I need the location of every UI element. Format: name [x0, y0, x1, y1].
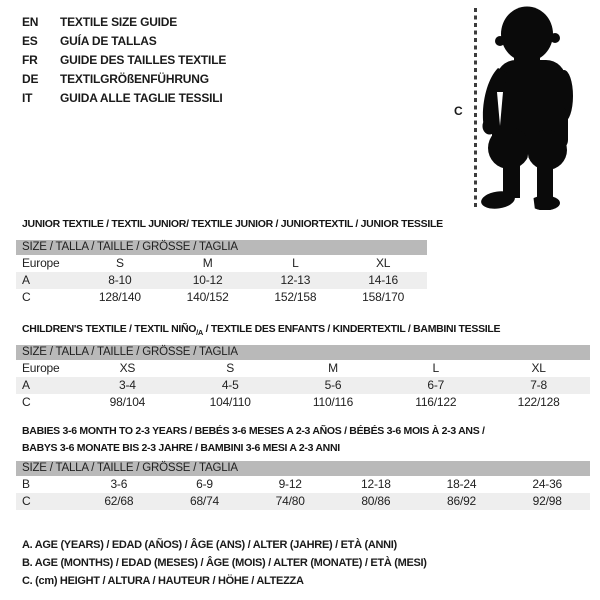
table-cell: 14-16: [368, 273, 398, 287]
table-cell: L: [432, 361, 440, 375]
language-code: DE: [22, 72, 39, 86]
table-cell: L: [292, 256, 299, 270]
table-cell: 80/86: [361, 494, 391, 508]
table-cell: XS: [119, 361, 136, 375]
table-row: [16, 255, 427, 272]
table-cell: 18-24: [446, 477, 477, 491]
language-title-row: [22, 89, 226, 108]
table-cell: M: [202, 256, 213, 270]
table-row: [16, 289, 427, 306]
table-cell: 128/140: [98, 290, 141, 304]
row-label: C: [22, 395, 31, 409]
language-code: EN: [22, 15, 39, 29]
section-title-babies: [22, 423, 485, 457]
table-cell: 10-12: [192, 273, 223, 287]
table-cell: 62/68: [104, 494, 134, 508]
table-cell: 98/104: [109, 395, 146, 409]
table-row: [16, 394, 590, 411]
section-title-children: [22, 321, 500, 341]
table-cell: 158/170: [362, 290, 405, 304]
section-title-babies-line2: BABYS 3-6 MONATE BIS 2-3 JAHRE / BAMBINI 3-6 MESI A 2-3 ANNI: [22, 442, 340, 454]
table-cell: S: [226, 361, 235, 375]
size-table-header: SIZE / TALLA / TAILLE / GRÖSSE / TAGLIA: [16, 461, 590, 476]
table-cell: S: [115, 256, 124, 270]
row-label: C: [22, 494, 31, 508]
legend-item-height: C. (cm) HEIGHT / ALTURA / HAUTEUR / HÖHE / ALTEZZA: [22, 575, 304, 587]
size-table-body: [16, 360, 590, 411]
row-label: A: [22, 378, 30, 392]
section-title-babies-line1: BABIES 3-6 MONTH TO 2-3 YEARS / BEBÉS 3-6 MESES A 2-3 AÑOS / BÉBÉS 3-6 MOIS À 2-3 ANS /: [22, 425, 485, 437]
table-cell: 5-6: [324, 378, 342, 392]
table-cell: 6-7: [427, 378, 445, 392]
section-title-children-post: / TEXTILE DES ENFANTS / KINDERTEXTIL / BAMBINI TESSILE: [203, 323, 501, 335]
babies-size-table: [16, 461, 590, 510]
section-title-junior: JUNIOR TEXTILE / TEXTIL JUNIOR/ TEXTILE JUNIOR / JUNIORTEXTIL / JUNIOR TESSILE: [22, 218, 443, 230]
language-title: TEXTILGRÖßENFÜHRUNG: [60, 72, 209, 86]
table-cell: 68/74: [189, 494, 220, 508]
language-title-row: [22, 13, 226, 32]
table-row: [16, 377, 590, 394]
table-cell: 8-10: [108, 273, 132, 287]
table-cell: XL: [531, 361, 546, 375]
language-title: GUÍA DE TALLAS: [60, 34, 157, 48]
table-row: [16, 493, 590, 510]
table-cell: 74/80: [275, 494, 305, 508]
size-table-header: SIZE / TALLA / TAILLE / GRÖSSE / TAGLIA: [16, 240, 427, 255]
table-cell: 152/158: [274, 290, 317, 304]
language-title: GUIDE DES TAILLES TEXTILE: [60, 53, 227, 67]
language-title-row: [22, 51, 226, 70]
height-measure-label: C: [454, 104, 463, 118]
table-cell: M: [328, 361, 338, 375]
language-code: IT: [22, 91, 33, 105]
language-title-row: [22, 70, 226, 89]
table-cell: 7-8: [530, 378, 547, 392]
table-cell: XL: [375, 256, 391, 270]
legend-item-age-years: A. AGE (YEARS) / EDAD (AÑOS) / ÂGE (ANS) / ALTER (JAHRE) / ETÀ (ANNI): [22, 539, 397, 551]
table-cell: 110/116: [312, 395, 354, 409]
row-label: C: [22, 290, 31, 304]
table-cell: 24-36: [532, 477, 563, 491]
section-title-children-sub: /A: [196, 328, 204, 338]
height-figure: [452, 4, 600, 216]
row-label: Europe: [22, 256, 60, 270]
row-label: A: [22, 273, 30, 287]
table-cell: 3-4: [119, 378, 136, 392]
language-code: ES: [22, 34, 38, 48]
table-cell: 104/110: [209, 395, 251, 409]
size-table-body: [16, 255, 427, 306]
table-row: [16, 476, 590, 493]
table-cell: 9-12: [278, 477, 302, 491]
row-label: B: [22, 477, 30, 491]
table-cell: 12-13: [280, 273, 311, 287]
language-title: GUIDA ALLE TAGLIE TESSILI: [60, 91, 223, 105]
language-title-row: [22, 32, 226, 51]
table-cell: 140/152: [186, 290, 229, 304]
table-cell: 3-6: [110, 477, 128, 491]
table-cell: 92/98: [532, 494, 562, 508]
size-table-body: [16, 476, 590, 510]
legend-item-age-months: B. AGE (MONTHS) / EDAD (MESES) / ÂGE (MOIS) / ALTER (MONATE) / ETÀ (MESI): [22, 557, 427, 569]
language-code: FR: [22, 53, 38, 67]
junior-size-table: [16, 240, 427, 306]
table-cell: 6-9: [196, 477, 213, 491]
table-cell: 4-5: [221, 378, 239, 392]
table-cell: 12-18: [361, 477, 391, 491]
section-title-children-pre: CHILDREN'S TEXTILE / TEXTIL NIÑO: [22, 323, 197, 335]
table-cell: 86/92: [447, 494, 477, 508]
height-dashed-line: [474, 8, 477, 207]
baby-silhouette-icon: [478, 4, 594, 210]
children-size-table: [16, 345, 590, 411]
table-cell: 116/122: [415, 395, 457, 409]
size-table-header: SIZE / TALLA / TAILLE / GRÖSSE / TAGLIA: [16, 345, 590, 360]
table-cell: 122/128: [517, 395, 560, 409]
table-row: [16, 360, 590, 377]
row-label: Europe: [22, 361, 60, 375]
legend: [22, 536, 427, 590]
language-title: TEXTILE SIZE GUIDE: [60, 15, 178, 29]
table-row: [16, 272, 427, 289]
language-title-block: [22, 13, 226, 108]
